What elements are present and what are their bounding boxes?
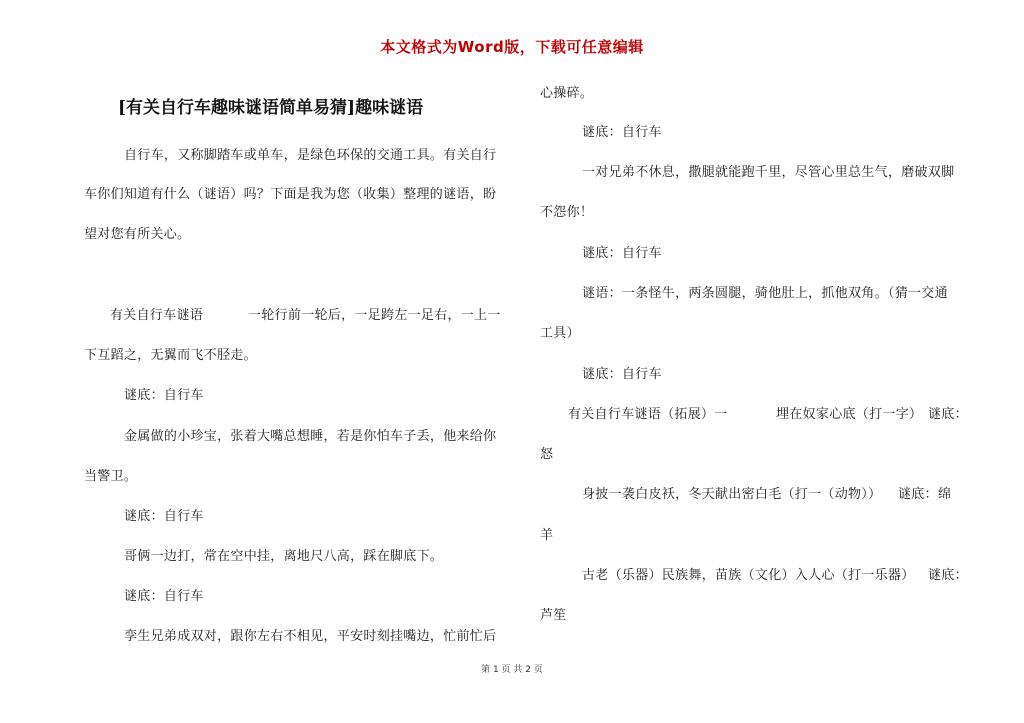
- riddle-6-line-1: 谜语：一条怪牛，两条圆腿，骑他肚上，抓他双角。（猜一交通: [582, 286, 948, 301]
- page-number-footer: 第 1 页 共 2 页: [481, 665, 543, 675]
- riddle-1-line-1: 一轮行前一轮后，一足跨左一足右，一上一: [248, 308, 501, 323]
- riddle-4-line-2: 心操碎。: [540, 86, 594, 101]
- answer-4: 谜底：自行车: [582, 125, 662, 140]
- extension-answer-1: 怒: [540, 447, 554, 462]
- extension-heading: 有关自行车谜语（拓展）一: [568, 407, 728, 422]
- extension-answer-2-part-1: 绵: [938, 487, 952, 502]
- riddle-3: 哥俩一边打，常在空中挂，离地尺八高，踩在脚底下。: [124, 549, 444, 564]
- extension-answer-1-label: 谜底：: [928, 407, 968, 422]
- riddle-5-line-1: 一对兄弟不休息，撒腿就能跑千里，尽管心里总生气，磨破双脚: [582, 165, 955, 180]
- extension-riddle-2: 身披一袭白皮袄，冬天献出密白毛（打一（动物））: [582, 487, 882, 502]
- answer-1: 谜底：自行车: [124, 388, 204, 403]
- extension-riddle-1: 埋在奴家心底（打一字）: [776, 407, 923, 422]
- extension-answer-2-label: 谜底：: [898, 487, 938, 502]
- riddle-1-line-2: 下互蹈之，无翼而飞不胫走。: [84, 348, 257, 363]
- answer-3: 谜底：自行车: [124, 589, 204, 604]
- riddle-4-line-1: 孪生兄弟成双对，跟你左右不相见，平安时刻挂嘴边，忙前忙后: [124, 629, 497, 644]
- extension-answer-3-label: 谜底：: [928, 568, 968, 583]
- riddle-2-line-1: 金属做的小珍宝，张着大嘴总想睡，若是你怕车子丢，他来给你: [124, 429, 497, 444]
- answer-2: 谜底：自行车: [124, 509, 204, 524]
- extension-answer-3: 芦笙: [540, 608, 567, 623]
- intro-line-3: 望对您有所关心。: [84, 227, 191, 242]
- extension-answer-2-part-2: 羊: [540, 528, 554, 543]
- riddle-5-line-2: 不怨你！: [540, 205, 594, 220]
- answer-5: 谜底：自行车: [582, 246, 662, 261]
- document-title: [有关自行车趣味谜语简单易猜]趣味谜语: [118, 98, 424, 118]
- document-banner: 本文格式为Word版，下载可任意编辑: [380, 38, 644, 56]
- riddle-2-line-2: 当警卫。: [84, 469, 138, 484]
- riddle-6-line-2: 工具）: [540, 326, 580, 341]
- answer-6: 谜底：自行车: [582, 367, 662, 382]
- intro-line-2: 车你们知道有什么（谜语）吗？下面是我为您（收集）整理的谜语，盼: [84, 187, 497, 202]
- intro-line-1: 自行车，又称脚踏车或单车，是绿色环保的交通工具。有关自行: [124, 148, 497, 163]
- extension-riddle-3: 古老（乐器）民族舞，苗族（文化）入人心（打一乐器）: [582, 568, 915, 583]
- section-heading: 有关自行车谜语: [110, 308, 204, 323]
